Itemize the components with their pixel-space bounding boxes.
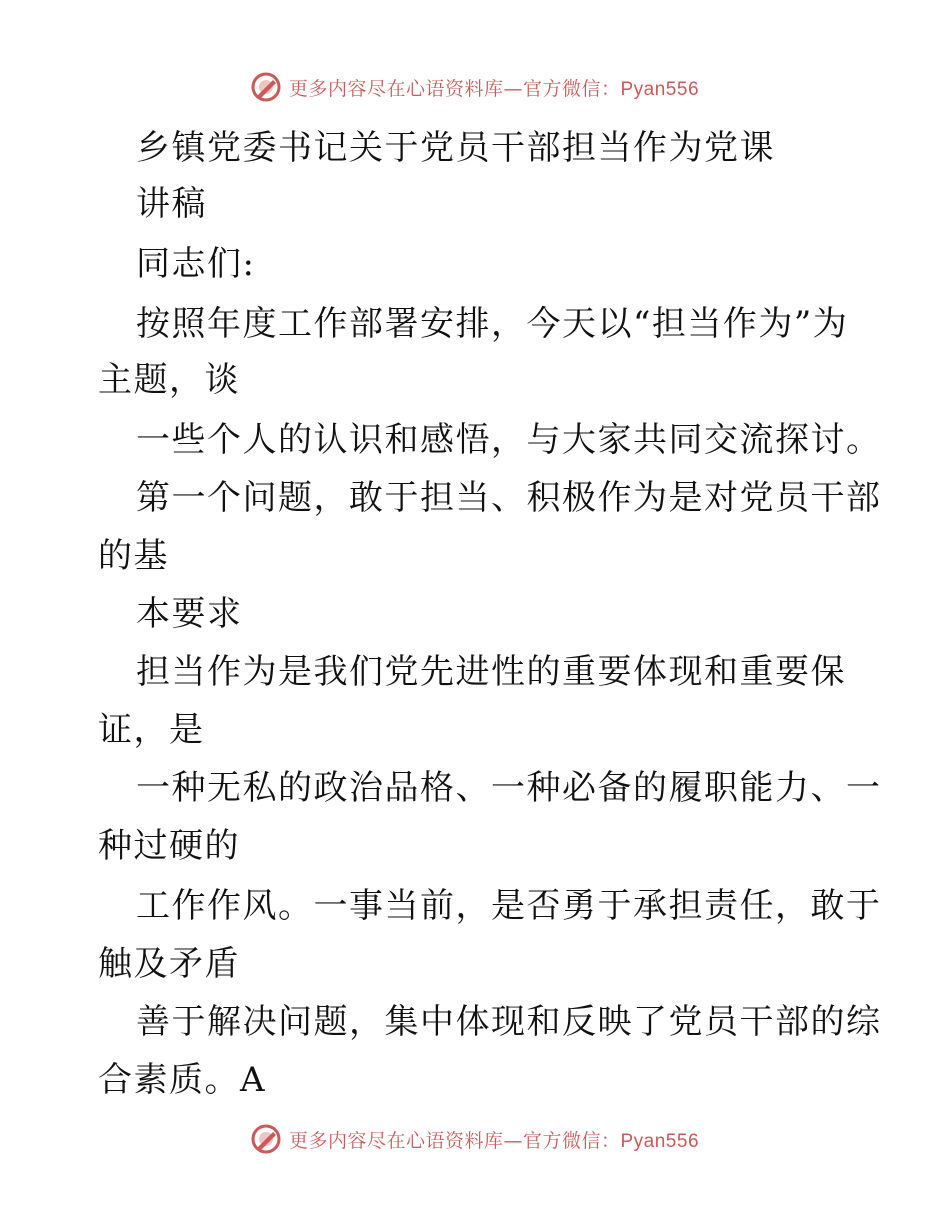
watermark-contact: 官方微信： bbox=[522, 77, 621, 100]
document-title: 乡镇党委书记关于党员干部担当作为党课 bbox=[136, 128, 775, 168]
paragraph-line: 证，是 bbox=[98, 710, 205, 750]
paragraph-line: 善于解决问题，集中体现和反映了党员干部的综 bbox=[136, 1002, 882, 1042]
watermark-wechat-id: Pyan556 bbox=[620, 1130, 700, 1152]
watermark-main: 更多内容尽在心语资料库 bbox=[288, 77, 504, 100]
paragraph-line: 种过硬的 bbox=[98, 826, 240, 866]
paragraph-line: 按照年度工作部署安排，今天以“担当作为”为 bbox=[136, 304, 849, 344]
watermark-contact: 官方微信： bbox=[522, 1129, 621, 1152]
paragraph-line: 工作作风。一事当前，是否勇于承担责任，敢于 bbox=[136, 886, 882, 926]
watermark-footer bbox=[0, 1124, 950, 1154]
paragraph-line: 一种无私的政治品格、一种必备的履职能力、一 bbox=[136, 768, 882, 808]
paragraph-line: 合素质。A bbox=[98, 1060, 267, 1100]
section-heading-cont: 本要求 bbox=[136, 594, 243, 634]
watermark-separator: — bbox=[503, 77, 523, 100]
paragraph-line: 触及矛盾 bbox=[98, 944, 240, 984]
pen-logo-icon bbox=[251, 72, 281, 102]
watermark-header bbox=[0, 72, 950, 102]
watermark-main: 更多内容尽在心语资料库 bbox=[288, 1129, 504, 1152]
watermark-separator: — bbox=[503, 1129, 523, 1152]
paragraph-line: 一些个人的认识和感悟，与大家共同交流探讨。 bbox=[136, 420, 882, 460]
watermark-wechat-id: Pyan556 bbox=[620, 78, 700, 100]
paragraph-line: 担当作为是我们党先进性的重要体现和重要保 bbox=[136, 652, 846, 692]
section-heading: 第一个问题，敢于担当、积极作为是对党员干部 bbox=[136, 478, 882, 518]
document-title-cont: 讲稿 bbox=[136, 184, 207, 224]
watermark-text bbox=[289, 1126, 699, 1153]
watermark-text bbox=[289, 74, 699, 101]
section-heading-cont: 的基 bbox=[98, 536, 169, 576]
paragraph-line: 主题，谈 bbox=[98, 360, 240, 400]
pen-logo-icon bbox=[251, 1124, 281, 1154]
salutation: 同志们: bbox=[136, 244, 256, 284]
